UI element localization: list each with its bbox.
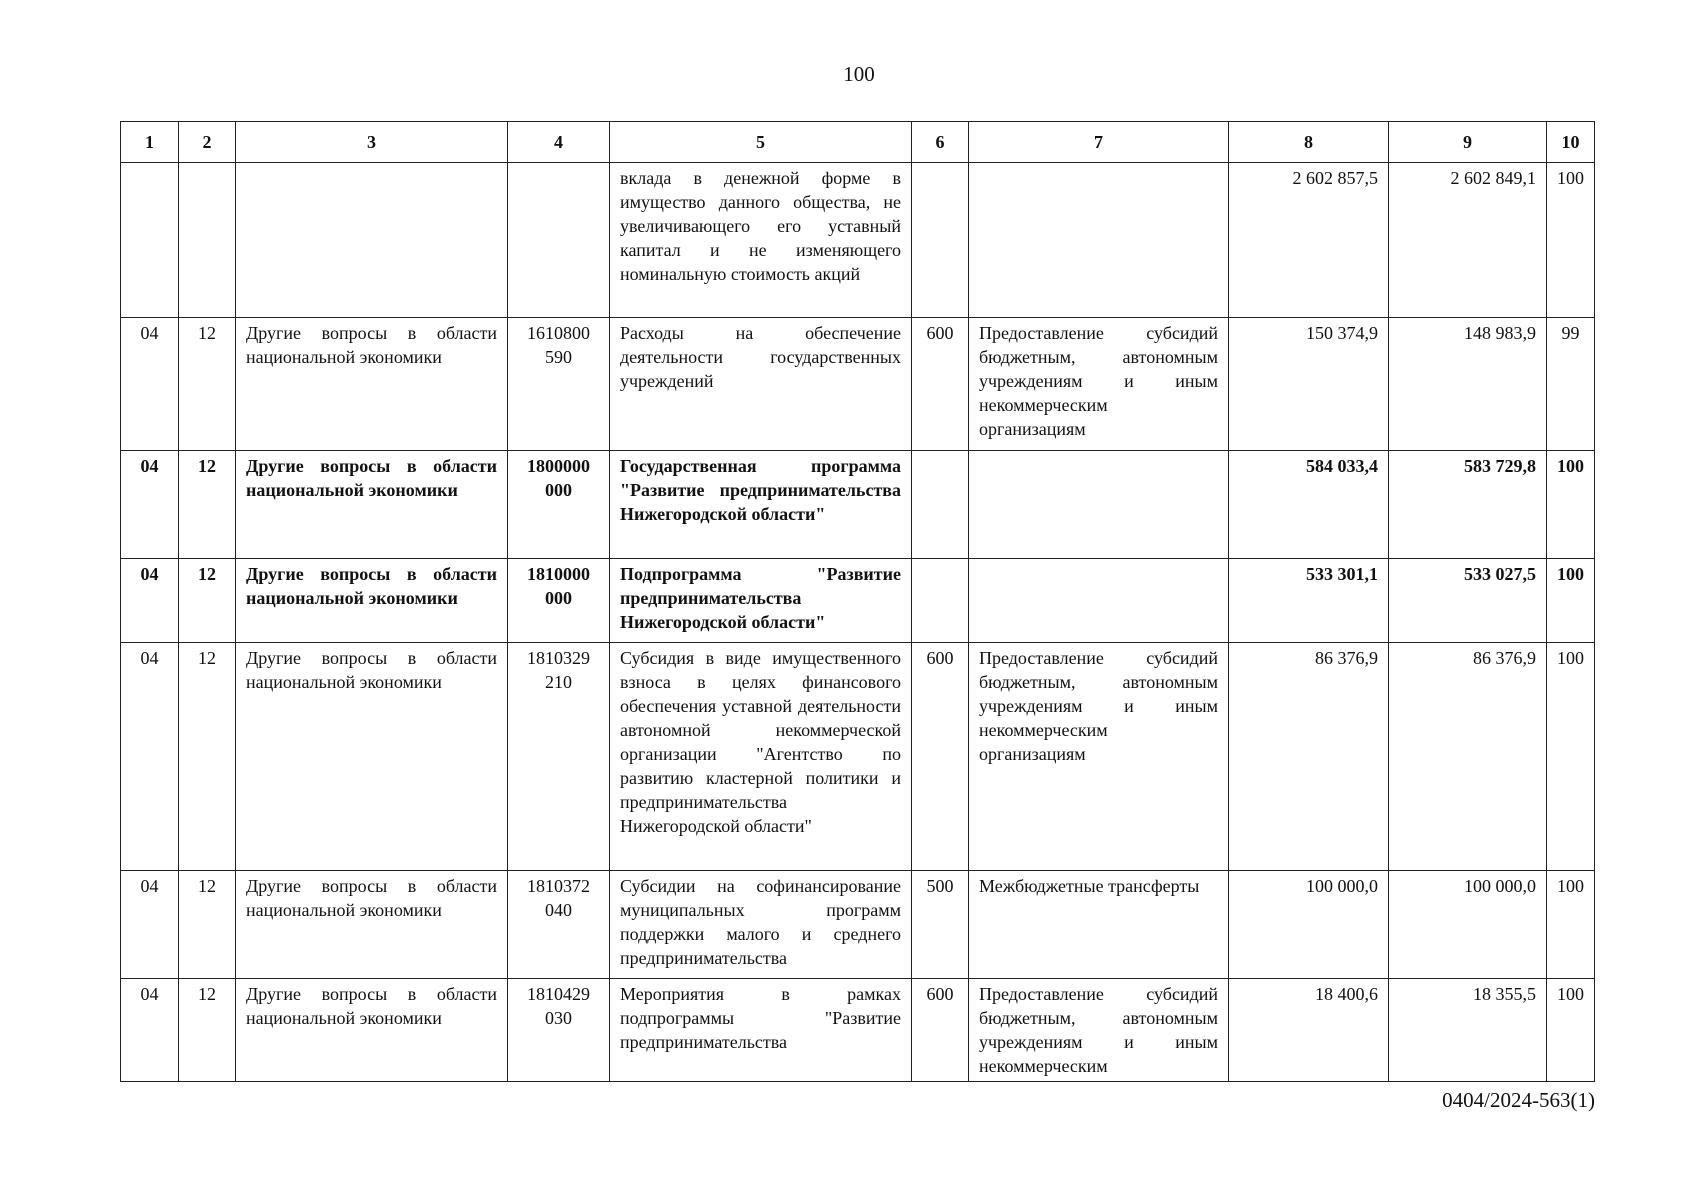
executed-amount: 533 027,5 xyxy=(1389,559,1547,643)
header-col-1: 1 xyxy=(121,122,179,163)
header-col-6: 6 xyxy=(912,122,969,163)
article-name: Государственная программа "Развитие предпринимательства Нижегородской области" xyxy=(610,451,912,559)
subsection-code: 12 xyxy=(179,451,236,559)
subsection-code: 12 xyxy=(179,979,236,1082)
table-row xyxy=(121,643,1595,871)
section-name: Другие вопросы в области национальной экономики xyxy=(236,559,508,643)
section-name: Другие вопросы в области национальной экономики xyxy=(236,318,508,451)
expense-type-code xyxy=(912,451,969,559)
article-name: Мероприятия в рамках подпрограммы "Развитие предпринимательства xyxy=(610,979,912,1082)
expense-type-code: 500 xyxy=(912,871,969,979)
header-col-8: 8 xyxy=(1229,122,1389,163)
expense-type-code xyxy=(912,559,969,643)
target-article-code: 1810429 030 xyxy=(508,979,610,1082)
target-article-code xyxy=(508,163,610,318)
expense-type-name: Предоставление субсидий бюджетным, автономным учреждениям и иным некоммерческим xyxy=(969,979,1229,1082)
executed-amount: 86 376,9 xyxy=(1389,643,1547,871)
section-code: 04 xyxy=(121,643,179,871)
table-row xyxy=(121,559,1595,643)
section-code: 04 xyxy=(121,979,179,1082)
article-name: вклада в денежной форме в имущество данного общества, не увеличивающего его уставный капитал и не изменяющего номинальную стоимость акций xyxy=(610,163,912,318)
header-col-5: 5 xyxy=(610,122,912,163)
article-name: Расходы на обеспечение деятельности государственных учреждений xyxy=(610,318,912,451)
execution-percent: 100 xyxy=(1547,643,1595,871)
expense-type-name: Межбюджетные трансферты xyxy=(969,871,1229,979)
section-name xyxy=(236,163,508,318)
header-col-7: 7 xyxy=(969,122,1229,163)
executed-amount: 2 602 849,1 xyxy=(1389,163,1547,318)
article-name: Подпрограмма "Развитие предпринимательства Нижегородской области" xyxy=(610,559,912,643)
execution-percent: 100 xyxy=(1547,163,1595,318)
table-row xyxy=(121,318,1595,451)
section-name: Другие вопросы в области национальной экономики xyxy=(236,643,508,871)
target-article-code: 1810372 040 xyxy=(508,871,610,979)
subsection-code: 12 xyxy=(179,318,236,451)
section-code: 04 xyxy=(121,318,179,451)
planned-amount: 100 000,0 xyxy=(1229,871,1389,979)
planned-amount: 533 301,1 xyxy=(1229,559,1389,643)
expense-type-code: 600 xyxy=(912,318,969,451)
header-col-10: 10 xyxy=(1547,122,1595,163)
planned-amount: 86 376,9 xyxy=(1229,643,1389,871)
executed-amount: 100 000,0 xyxy=(1389,871,1547,979)
header-col-9: 9 xyxy=(1389,122,1547,163)
table-row xyxy=(121,979,1595,1082)
execution-percent: 100 xyxy=(1547,559,1595,643)
section-code: 04 xyxy=(121,451,179,559)
target-article-code: 1810000 000 xyxy=(508,559,610,643)
table-row xyxy=(121,451,1595,559)
header-col-3: 3 xyxy=(236,122,508,163)
table-row xyxy=(121,871,1595,979)
execution-percent: 100 xyxy=(1547,451,1595,559)
target-article-code: 1610800 590 xyxy=(508,318,610,451)
expense-type-name: Предоставление субсидий бюджетным, автономным учреждениям и иным некоммерческим организациям xyxy=(969,643,1229,871)
article-name: Субсидии на софинансирование муниципальных программ поддержки малого и среднего предпринимательства xyxy=(610,871,912,979)
target-article-code: 1810329 210 xyxy=(508,643,610,871)
executed-amount: 148 983,9 xyxy=(1389,318,1547,451)
target-article-code: 1800000 000 xyxy=(508,451,610,559)
page-number: 100 xyxy=(843,62,875,86)
section-code: 04 xyxy=(121,559,179,643)
subsection-code: 12 xyxy=(179,559,236,643)
planned-amount: 584 033,4 xyxy=(1229,451,1389,559)
document-code: 0404/2024-563(1) xyxy=(1442,1088,1595,1112)
subsection-code: 12 xyxy=(179,643,236,871)
section-code xyxy=(121,163,179,318)
planned-amount: 150 374,9 xyxy=(1229,318,1389,451)
section-code: 04 xyxy=(121,871,179,979)
section-name: Другие вопросы в области национальной экономики xyxy=(236,451,508,559)
execution-percent: 100 xyxy=(1547,979,1595,1082)
expense-type-code xyxy=(912,163,969,318)
article-name: Субсидия в виде имущественного взноса в целях финансового обеспечения уставной деятельности автономной некоммерческой организации "Агентство по развитию кластерной политики и предпринимательства Нижегородской области" xyxy=(610,643,912,871)
expense-type-name xyxy=(969,559,1229,643)
expense-type-name xyxy=(969,163,1229,318)
planned-amount: 18 400,6 xyxy=(1229,979,1389,1082)
execution-percent: 100 xyxy=(1547,871,1595,979)
expense-type-code: 600 xyxy=(912,979,969,1082)
executed-amount: 18 355,5 xyxy=(1389,979,1547,1082)
expense-type-name: Предоставление субсидий бюджетным, автономным учреждениям и иным некоммерческим организациям xyxy=(969,318,1229,451)
subsection-code: 12 xyxy=(179,871,236,979)
executed-amount: 583 729,8 xyxy=(1389,451,1547,559)
expense-type-code: 600 xyxy=(912,643,969,871)
budget-table xyxy=(120,121,1595,1082)
section-name: Другие вопросы в области национальной экономики xyxy=(236,871,508,979)
table-row xyxy=(121,163,1595,318)
header-row xyxy=(121,122,1595,163)
execution-percent: 99 xyxy=(1547,318,1595,451)
expense-type-name xyxy=(969,451,1229,559)
header-col-2: 2 xyxy=(179,122,236,163)
header-col-4: 4 xyxy=(508,122,610,163)
subsection-code xyxy=(179,163,236,318)
planned-amount: 2 602 857,5 xyxy=(1229,163,1389,318)
section-name: Другие вопросы в области национальной экономики xyxy=(236,979,508,1082)
